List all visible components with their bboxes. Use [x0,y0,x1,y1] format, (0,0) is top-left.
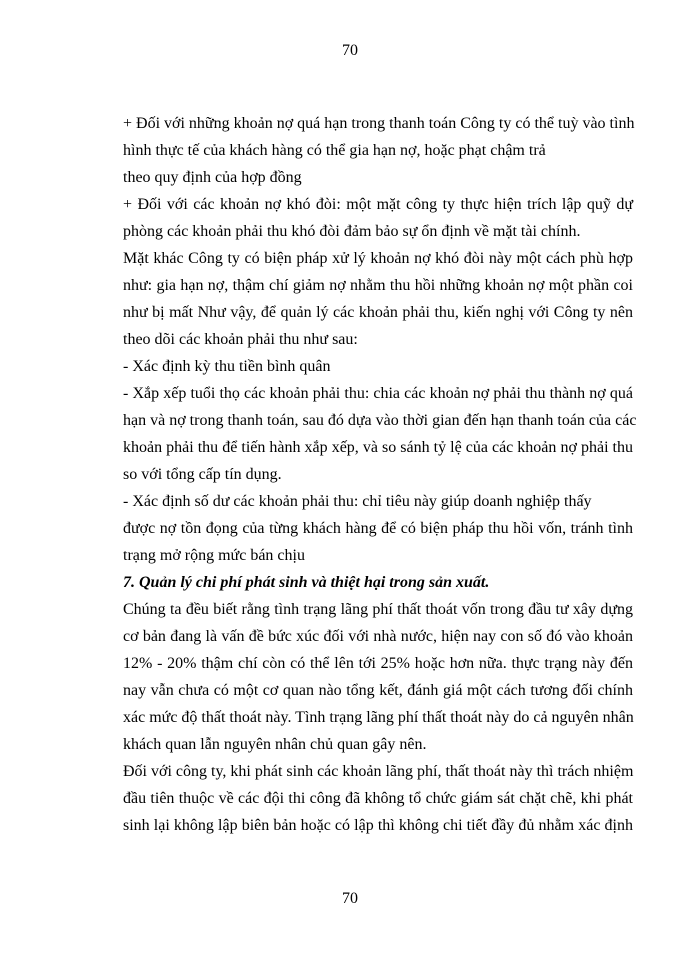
text-line: xác mức độ thất thoát này. Tình trạng lãng phí thất thoát này do cả nguyên nhân [123,709,634,726]
text-line: Chúng ta đều biết rằng tình trạng lãng phí thất thoát vốn trong đầu tư xây dựng [123,601,633,618]
text-line: đầu tiên thuộc về các đội thi công đã không tổ chức giám sát chặt chẽ, khi phát [123,790,633,807]
text-line: nay vẫn chưa có một cơ quan nào tổng kết, đánh giá một cách tương đối chính [123,682,633,699]
text-line: khoản phải thu để tiến hành xắp xếp, và so sánh tỷ lệ của các khoản nợ phải thu [123,439,633,456]
text-line: Mặt khác Công ty có biện pháp xử lý khoản nợ khó đòi này một cách phù hợp [123,250,633,267]
text-line: phòng các khoản phải thu khó đòi đảm bảo sự ổn định về mặt tài chính. [123,223,581,240]
text-line: 12% - 20% thậm chí còn có thể lên tới 25% hoặc hơn nữa. thực trạng này đến [123,655,633,672]
text-line: khách quan lẫn nguyên nhân chủ quan gây nên. [123,736,427,753]
section-heading: 7. Quản lý chi phí phát sinh và thiệt hại trong sản xuất. [123,574,490,591]
text-line: như: gia hạn nợ, thậm chí giảm nợ nhằm thu hồi những khoản nợ một phần coi [123,277,633,294]
text-line: sinh lại không lập biên bản hoặc có lập thì không chi tiết đầy đủ nhằm xác định [123,817,633,834]
text-line: - Xác định kỳ thu tiền bình quân [123,358,331,375]
text-line: hình thực tế của khách hàng có thể gia hạn nợ, hoặc phạt chậm trả [123,142,546,159]
text-line: cơ bản đang là vấn đề bức xúc đối với nhà nước, hiện nay con số đó vào khoản [123,628,633,645]
text-line: được nợ tồn đọng của từng khách hàng để có biện pháp thu hồi vốn, tránh tình [123,520,633,537]
text-line: + Đối với những khoản nợ quá hạn trong thanh toán Công ty có thể tuỳ vào tình [123,115,635,132]
text-line: hạn và nợ trong thanh toán, sau đó dựa vào thời gian đến hạn thanh toán của các [123,412,637,429]
text-line: - Xác định số dư các khoản phải thu: chỉ tiêu này giúp doanh nghiệp thấy [123,493,592,510]
text-line: trạng mở rộng mức bán chịu [123,547,305,564]
text-line: so với tổng cấp tín dụng. [123,466,282,483]
text-line: như bị mất Như vậy, để quản lý các khoản phải thu, kiến nghị với Công ty nên [123,304,633,321]
text-line: theo dõi các khoản phải thu như sau: [123,331,358,348]
text-line: + Đối với các khoản nợ khó đòi: một mặt công ty thực hiện trích lập quỹ dự [123,196,633,213]
text-line: - Xắp xếp tuổi thọ các khoản phải thu: chia các khoản nợ phải thu thành nợ quá [123,385,633,402]
text-line: Đối với công ty, khi phát sinh các khoản lãng phí, thất thoát này thì trách nhiệm [123,763,634,780]
text-line: theo quy định của hợp đồng [123,169,302,186]
page-number-bottom: 70 [342,890,358,907]
page-number-top: 70 [342,42,358,59]
